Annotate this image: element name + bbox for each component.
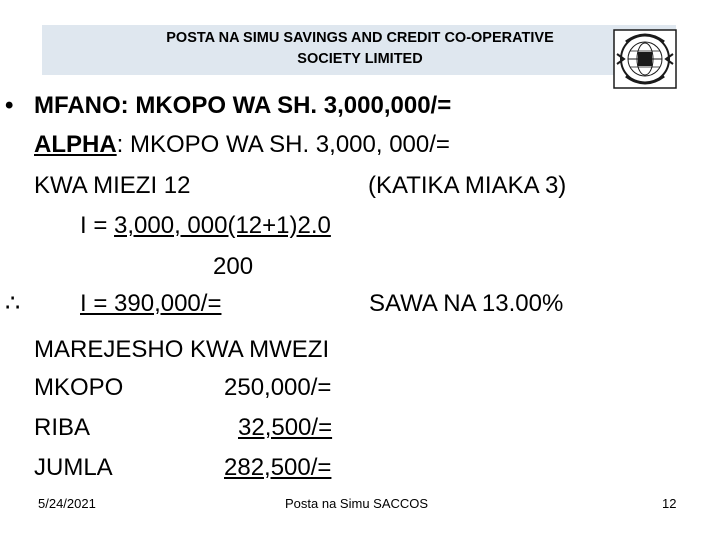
- result-line: I = 390,000/=: [80, 290, 222, 317]
- slide-title: [42, 28, 678, 70]
- footer-date: 5/24/2021: [38, 496, 96, 511]
- saccos-emblem-icon: [612, 26, 678, 92]
- marejesho-heading: MAREJESHO KWA MWEZI: [34, 336, 330, 363]
- formula-numerator: 3,000, 000(12+1)2.0: [114, 212, 331, 239]
- row-label-mkopo: MKOPO: [34, 374, 124, 401]
- row-label-jumla: JUMLA: [34, 454, 113, 481]
- mfano-line: MFANO: MKOPO WA SH. 3,000,000/=: [34, 92, 452, 119]
- formula-denominator: 200: [213, 253, 254, 280]
- row-value-riba: 32,500/=: [238, 414, 333, 441]
- row-label-riba: RIBA: [34, 414, 91, 441]
- alpha-line: [34, 131, 450, 159]
- page-number: 12: [662, 496, 677, 511]
- title-line-2: SOCIETY LIMITED: [297, 51, 423, 67]
- formula-prefix: I =: [80, 212, 115, 239]
- therefore-icon: ∴: [5, 290, 21, 317]
- formula-line: [80, 212, 331, 240]
- row-value-jumla: 282,500/=: [224, 454, 332, 481]
- alpha-rest: : MKOPO WA SH. 3,000, 000/=: [116, 131, 450, 158]
- miezi-text: KWA MIEZI 12: [34, 172, 191, 199]
- miaka-text: (KATIKA MIAKA 3): [368, 172, 567, 199]
- row-value-mkopo: 250,000/=: [224, 374, 332, 401]
- alpha-label: ALPHA: [34, 131, 117, 158]
- title-line-1: POSTA NA SIMU SAVINGS AND CREDIT CO-OPERATIVE: [166, 30, 554, 46]
- sawa-text: SAWA NA 13.00%: [369, 290, 564, 317]
- bullet: •: [5, 92, 14, 119]
- footer-center: Posta na Simu SACCOS: [285, 496, 429, 511]
